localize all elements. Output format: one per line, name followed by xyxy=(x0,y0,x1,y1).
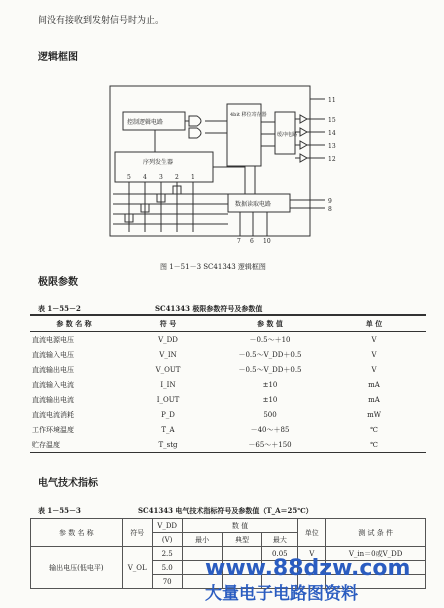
cell: mA xyxy=(368,380,380,389)
cell: 70 xyxy=(152,575,182,589)
elec-table-number: 表 1－55－3 xyxy=(38,506,81,515)
cell: 工作环境温度 xyxy=(32,425,74,434)
cell: 直流电流消耗 xyxy=(32,410,74,419)
col-header: 参 数 值 xyxy=(218,316,322,332)
pin-8: 8 xyxy=(328,206,332,213)
logic-heading: 逻辑框图 xyxy=(38,52,78,63)
table-row xyxy=(30,392,426,407)
limits-table-number: 表 1－55－2 xyxy=(38,304,81,313)
pin-15: 15 xyxy=(328,117,336,124)
cell: I_OUT xyxy=(156,395,180,404)
pin-9: 9 xyxy=(328,198,332,205)
cell: 0.05 xyxy=(262,547,298,561)
pin-14: 14 xyxy=(328,130,336,137)
pin-11: 11 xyxy=(328,97,336,104)
sequence-generator-label: 序列发生器 xyxy=(143,159,174,166)
table-row xyxy=(30,347,426,362)
cell: 500 xyxy=(263,410,277,419)
cell: 直流输出电压 xyxy=(32,365,74,374)
col-header: 单 位 xyxy=(322,316,426,332)
elec-table-title: SC41343 电气技术指标符号及参数值（T_A＝25℃） xyxy=(138,506,313,515)
and-gate-1 xyxy=(189,116,201,126)
cell: V_DD xyxy=(158,335,178,344)
data-read-label: 数据读取电路 xyxy=(235,201,272,208)
pin-10: 10 xyxy=(263,238,271,244)
and-gate-2 xyxy=(189,128,201,138)
cell: P_D xyxy=(161,410,175,419)
limits-table xyxy=(30,316,426,453)
limits-heading: 极限参数 xyxy=(38,277,78,288)
cell: 5.0 xyxy=(152,561,182,575)
watermark-name: 大量电子电路图资料 xyxy=(205,584,358,604)
col-header: 数 值 xyxy=(182,519,298,533)
pin-5: 5 xyxy=(127,174,131,181)
col-header: 单位 xyxy=(298,519,326,547)
cell: T_A xyxy=(161,425,175,434)
cell: T_stg xyxy=(118,437,218,453)
control-logic-label: 控制逻辑电路 xyxy=(127,119,164,126)
pin-6: 6 xyxy=(250,238,254,244)
cell: －0.5～＋10 xyxy=(249,335,291,344)
table-row xyxy=(30,422,426,437)
elec-heading: 电气技术指标 xyxy=(38,478,98,489)
pin-12: 12 xyxy=(328,156,336,163)
pin-3: 3 xyxy=(159,174,163,181)
intro-text: 间没有接收到发射信号时为止。 xyxy=(38,16,165,26)
col-header: 符号 xyxy=(122,519,152,547)
watermark xyxy=(205,556,410,604)
cell: －65～＋150 xyxy=(218,437,322,453)
table-row xyxy=(30,437,426,453)
col-header: 测 试 条 件 xyxy=(326,519,426,547)
col-header: (V) xyxy=(152,533,182,547)
cell: ±10 xyxy=(262,395,278,404)
col-header: 典型 xyxy=(222,533,262,547)
col-header: 最小 xyxy=(182,533,222,547)
cell: mA xyxy=(368,395,380,404)
cell: 2.5 xyxy=(152,547,182,561)
cell: －40～＋85 xyxy=(250,425,290,434)
cell: －0.5～V_DD＋0.5 xyxy=(238,350,302,359)
cell: ±10 xyxy=(262,380,278,389)
shift-register-label: 4bit 移位寄存器 xyxy=(230,112,267,118)
cell: 贮存温度 xyxy=(30,437,118,453)
col-header: 最大 xyxy=(262,533,298,547)
cell: V xyxy=(371,365,377,374)
cell: V xyxy=(371,350,377,359)
table-row xyxy=(30,407,426,422)
cell: 直流电源电压 xyxy=(32,335,74,344)
table-row xyxy=(30,362,426,377)
col-header: 参 数 名 称 xyxy=(31,519,123,547)
pin-1: 1 xyxy=(191,174,195,181)
cell: V xyxy=(298,547,326,561)
limits-table-header xyxy=(30,316,426,332)
logic-diagram xyxy=(95,82,345,244)
cell: mW xyxy=(367,410,381,419)
cell: 直流输出电流 xyxy=(32,395,74,404)
pin-13: 13 xyxy=(328,143,336,150)
cell: V_IN xyxy=(159,350,177,359)
pin-4: 4 xyxy=(143,174,147,181)
limits-table-title: SC41343 极限参数符号及参数值 xyxy=(155,304,263,313)
cell: V_OL xyxy=(122,547,152,589)
cell: V_OUT xyxy=(155,365,181,374)
pin-7: 7 xyxy=(237,238,241,244)
col-header: 符 号 xyxy=(118,316,218,332)
col-header: 参 数 名 称 xyxy=(30,316,118,332)
cell: －0.5～V_DD＋0.5 xyxy=(238,365,302,374)
cell: 直流输入电流 xyxy=(32,380,74,389)
cell: V_in＝0或V_DD xyxy=(326,547,426,561)
table-row xyxy=(30,332,426,348)
pin-2: 2 xyxy=(175,174,179,181)
watermark-url: www.88dzw.com xyxy=(205,556,411,581)
cell: ℃ xyxy=(322,437,426,453)
cell: I_IN xyxy=(160,380,176,389)
col-header: V_DD xyxy=(152,519,182,533)
table-row xyxy=(30,377,426,392)
logic-caption: 图 1－51－3 SC41343 逻辑框图 xyxy=(160,263,266,271)
buffer-label: 缓冲电路 xyxy=(277,132,298,138)
cell: 输出电压(低电平) xyxy=(31,547,123,589)
cell: ℃ xyxy=(370,425,378,434)
cell: 直流输入电压 xyxy=(32,350,74,359)
cell: V xyxy=(371,335,377,344)
